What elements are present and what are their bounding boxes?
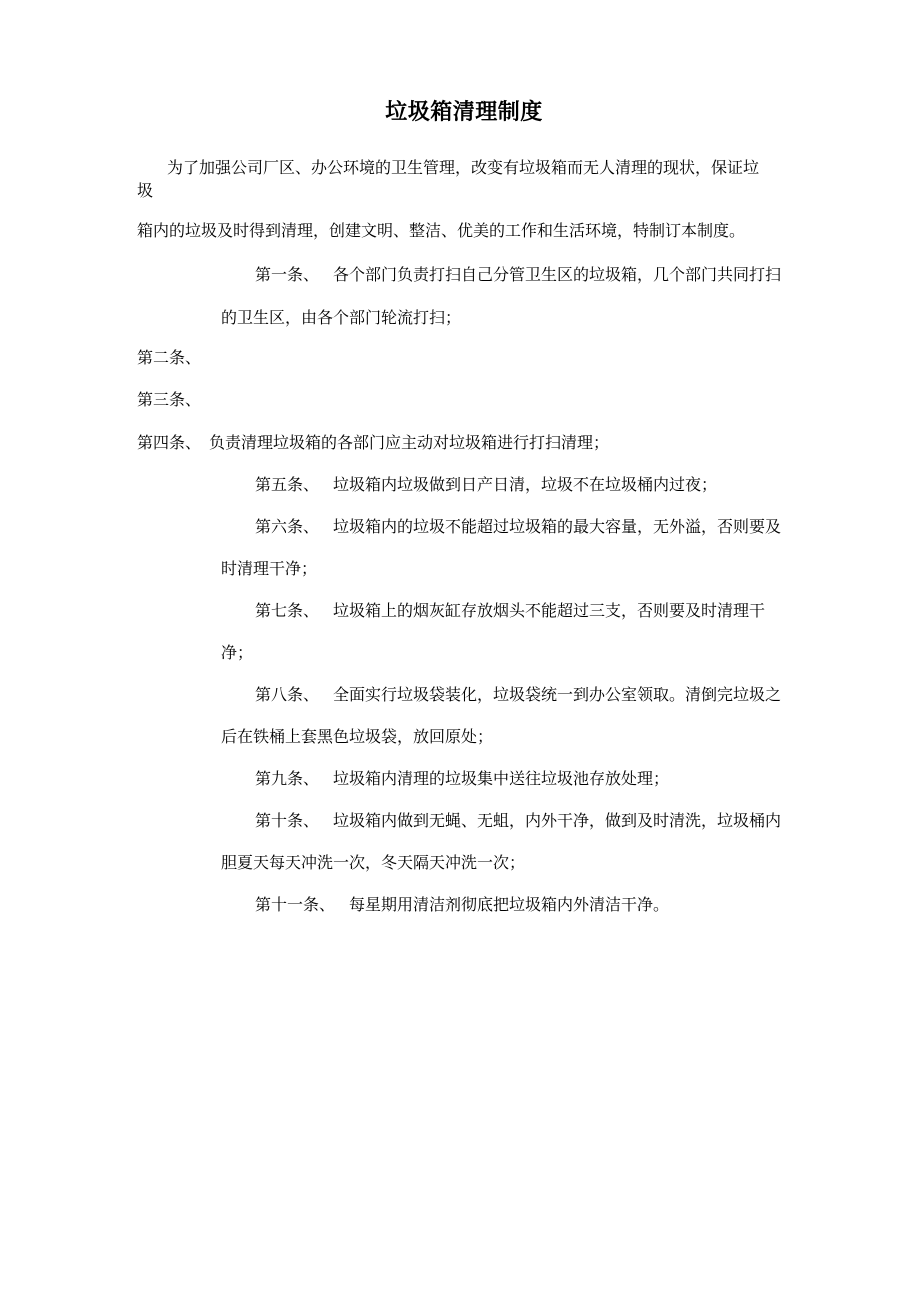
- article-text: 垃圾箱内做到无蝇、无蛆，内外干净，做到及时清洗，垃圾桶内: [333, 811, 782, 830]
- article-8-continuation: 后在铁桶上套黑色垃圾袋，放回原处；: [221, 727, 494, 746]
- article-label: 第九条、: [255, 769, 320, 788]
- article-text: 垃圾箱内垃圾做到日产日清，垃圾不在垃圾桶内过夜；: [333, 475, 718, 494]
- article-11: [255, 894, 669, 916]
- article-label: 第一条、: [255, 265, 320, 284]
- article-text: 垃圾箱内清理的垃圾集中送往垃圾池存放处理；: [333, 769, 670, 788]
- article-label: 第十一条、: [255, 895, 336, 914]
- article-label: 第七条、: [255, 601, 320, 620]
- article-9: [255, 768, 669, 790]
- article-text: 负责清理垃圾箱的各部门应主动对垃圾箱进行打扫清理；: [209, 433, 610, 452]
- article-text: 垃圾箱上的烟灰缸存放烟头不能超过三支，否则要及时清理干: [333, 601, 766, 620]
- intro-line-1: 为了加强公司厂区、办公环境的卫生管理，改变有垃圾箱而无人清理的现状，保证垃: [167, 158, 760, 177]
- article-3: 第三条、: [137, 390, 202, 409]
- article-label: 第五条、: [255, 475, 320, 494]
- article-label: 第四条、: [137, 433, 202, 452]
- article-4: [137, 432, 609, 454]
- article-8: [255, 684, 781, 706]
- article-10: [255, 810, 781, 832]
- article-label: 第六条、: [255, 517, 320, 536]
- article-5: [255, 474, 717, 496]
- article-text: 全面实行垃圾袋装化，垃圾袋统一到办公室领取。清倒完垃圾之: [333, 685, 782, 704]
- intro-line-1-wrap: 圾: [137, 181, 154, 200]
- article-6-continuation: 时清理干净；: [221, 559, 318, 578]
- document-title: 垃圾箱清理制度: [385, 100, 543, 125]
- article-text: 每星期用清洁剂彻底把垃圾箱内外清洁干净。: [349, 895, 670, 914]
- article-label: 第八条、: [255, 685, 320, 704]
- article-7-continuation: 净；: [221, 643, 254, 662]
- article-10-continuation: 胆夏天每天冲洗一次，冬天隔天冲洗一次；: [221, 853, 526, 872]
- article-7: [255, 600, 765, 622]
- article-text: 各个部门负责打扫自己分管卫生区的垃圾箱，几个部门共同打扫: [333, 265, 782, 284]
- article-label: 第十条、: [255, 811, 320, 830]
- article-6: [255, 516, 781, 538]
- article-text: 垃圾箱内的垃圾不能超过垃圾箱的最大容量，无外溢，否则要及: [333, 517, 782, 536]
- intro-line-2: 箱内的垃圾及时得到清理，创建文明、整洁、优美的工作和生活环境，特制订本制度。: [137, 221, 746, 240]
- article-1: [255, 264, 781, 286]
- article-1-continuation: 的卫生区，由各个部门轮流打扫；: [221, 308, 462, 327]
- article-2: 第二条、: [137, 348, 202, 367]
